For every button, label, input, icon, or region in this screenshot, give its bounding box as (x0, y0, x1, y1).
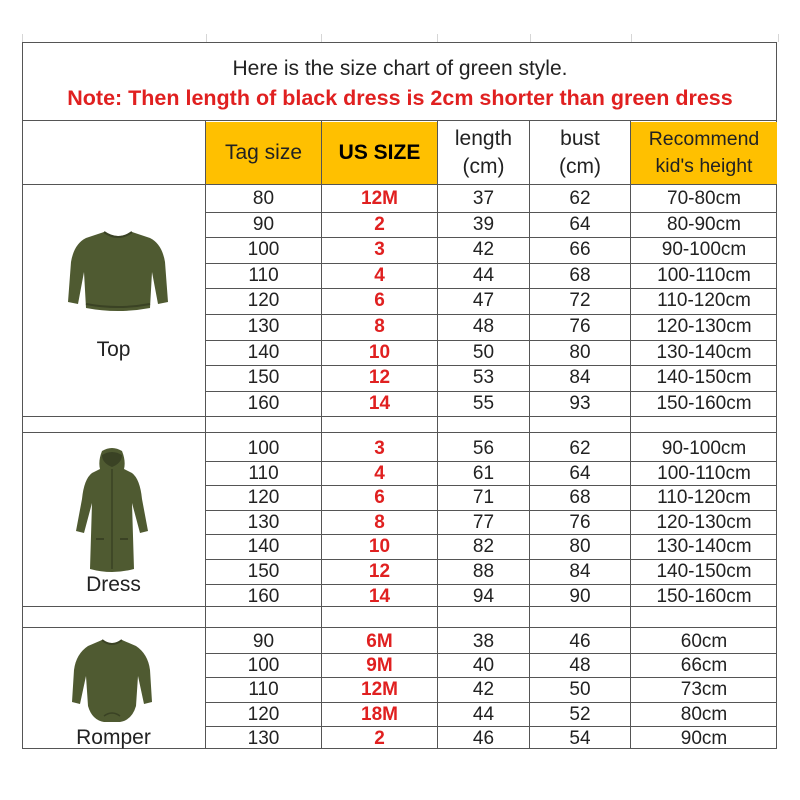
column-divider (529, 120, 530, 749)
chart-note: Note: Then length of black dress is 2cm shorter than green dress (67, 86, 733, 110)
cell-length: 44 (472, 703, 495, 725)
row-divider (206, 314, 777, 315)
cell-kid-height: 80-90cm (667, 213, 741, 235)
cell-tag-size: 80 (252, 188, 275, 209)
header-length (438, 122, 529, 184)
cell-bust: 52 (569, 703, 591, 725)
cell-bust: 48 (569, 655, 591, 677)
cell-length: 61 (472, 462, 495, 484)
cell-length: 55 (472, 392, 495, 414)
cell-bust: 46 (569, 631, 591, 652)
cell-length: 94 (472, 585, 495, 607)
cell-length: 37 (472, 188, 495, 209)
cell-us-size: 6 (374, 290, 385, 312)
section-label-romper: Romper (76, 726, 151, 749)
cell-length: 42 (472, 239, 495, 261)
cell-tag-size: 90 (252, 213, 275, 235)
row-divider (206, 485, 777, 486)
cell-us-size: 2 (374, 213, 385, 235)
cell-length: 88 (472, 561, 495, 582)
cell-us-size: 10 (368, 536, 391, 558)
cell-length: 48 (472, 316, 495, 337)
row-divider (206, 534, 777, 535)
cell-kid-height: 150-160cm (656, 585, 752, 607)
header-length-line1: length (454, 127, 513, 150)
row-divider (206, 391, 777, 392)
cell-tag-size: 90 (252, 631, 275, 652)
cell-us-size: 12 (368, 367, 391, 389)
header-height-line2: kid's height (655, 155, 753, 177)
cell-us-size: 12 (368, 561, 391, 582)
row-divider (206, 288, 777, 289)
sweatshirt-icon (66, 228, 170, 316)
column-divider (205, 120, 206, 749)
cell-kid-height: 130-140cm (656, 341, 752, 363)
row-divider (206, 365, 777, 366)
cell-tag-size: 130 (247, 316, 280, 337)
cell-tag-size: 160 (247, 392, 280, 414)
cell-bust: 80 (569, 341, 591, 363)
cell-length: 71 (472, 487, 495, 509)
cell-us-size: 3 (374, 239, 385, 261)
cell-bust: 68 (569, 487, 591, 509)
cell-bust: 84 (569, 367, 591, 389)
header-bust-line1: bust (560, 127, 600, 150)
section-label-top: Top (96, 338, 131, 361)
cell-tag-size: 120 (247, 703, 280, 725)
header-top-border (22, 120, 777, 121)
cell-tag-size: 100 (247, 438, 280, 459)
cell-tag-size: 140 (247, 341, 280, 363)
header-us-size: US SIZE (322, 122, 437, 184)
cell-bust: 50 (569, 679, 591, 701)
cell-bust: 80 (569, 536, 591, 558)
cell-length: 44 (472, 264, 495, 286)
header-kid-height (631, 122, 777, 184)
row-divider (206, 340, 777, 341)
cell-length: 40 (472, 655, 495, 677)
cell-bust: 64 (569, 213, 591, 235)
cell-bust: 54 (569, 727, 591, 749)
row-divider (206, 653, 777, 654)
cell-tag-size: 160 (247, 585, 280, 607)
column-divider (321, 120, 322, 749)
cell-us-size: 14 (368, 392, 391, 414)
cell-kid-height: 120-130cm (656, 316, 752, 337)
cell-length: 46 (472, 727, 495, 749)
cell-tag-size: 150 (247, 367, 280, 389)
cell-us-size: 14 (368, 585, 391, 607)
cell-tag-size: 150 (247, 561, 280, 582)
cell-kid-height: 110-120cm (657, 290, 751, 312)
cell-us-size: 4 (374, 264, 385, 286)
cell-bust: 76 (569, 316, 591, 337)
cell-kid-height: 66cm (680, 655, 728, 677)
section-separator (22, 606, 777, 607)
row-divider (206, 461, 777, 462)
row-divider (206, 702, 777, 703)
row-divider (206, 212, 777, 213)
cell-tag-size: 130 (247, 727, 280, 749)
cell-kid-height: 120-130cm (656, 511, 752, 533)
cell-length: 77 (472, 511, 495, 533)
cell-tag-size: 110 (248, 462, 279, 484)
cell-bust: 66 (569, 239, 591, 261)
cell-us-size: 6M (366, 631, 393, 652)
cell-us-size: 8 (374, 316, 385, 337)
cell-tag-size: 120 (247, 487, 280, 509)
cell-us-size: 8 (374, 511, 385, 533)
cell-kid-height: 130-140cm (656, 536, 752, 558)
cell-tag-size: 120 (247, 290, 280, 312)
header-bust (530, 122, 630, 184)
cell-length: 82 (472, 536, 495, 558)
cell-bust: 93 (569, 392, 591, 414)
cell-us-size: 10 (368, 341, 391, 363)
header-bottom-border (22, 184, 777, 185)
cell-us-size: 12M (361, 679, 398, 701)
row-divider (206, 584, 777, 585)
cell-bust: 64 (569, 462, 591, 484)
cell-kid-height: 110-120cm (657, 487, 751, 509)
cell-length: 50 (472, 341, 495, 363)
cell-kid-height: 80cm (680, 703, 728, 725)
cell-tag-size: 140 (247, 536, 280, 558)
romper-icon (70, 636, 154, 724)
cell-bust: 90 (569, 585, 591, 607)
cell-us-size: 2 (374, 727, 385, 749)
cell-length: 42 (472, 679, 495, 701)
row-divider (206, 559, 777, 560)
header-tag-size: Tag size (206, 122, 321, 184)
cell-kid-height: 60cm (680, 631, 728, 652)
cell-kid-height: 100-110cm (657, 264, 751, 286)
cell-bust: 72 (569, 290, 591, 312)
hooded-dress-icon (72, 447, 152, 575)
row-divider (206, 726, 777, 727)
column-divider (437, 120, 438, 749)
row-divider (206, 510, 777, 511)
cell-bust: 68 (569, 264, 591, 286)
row-divider (206, 263, 777, 264)
cell-length: 53 (472, 367, 495, 389)
cell-kid-height: 70-80cm (667, 188, 741, 209)
cell-bust: 62 (569, 438, 591, 459)
header-height-line1: Recommend (648, 128, 760, 150)
cell-us-size: 3 (374, 438, 385, 459)
cell-kid-height: 140-150cm (656, 367, 752, 389)
cell-length: 47 (472, 290, 495, 312)
chart-title: Here is the size chart of green style. (232, 57, 568, 80)
section-label-dress: Dress (86, 573, 141, 596)
cell-kid-height: 140-150cm (656, 561, 752, 582)
cell-bust: 76 (569, 511, 591, 533)
cell-us-size: 12M (361, 188, 398, 209)
cell-kid-height: 90-100cm (661, 438, 747, 459)
cell-tag-size: 110 (248, 679, 279, 701)
cell-us-size: 6 (374, 487, 385, 509)
cell-length: 38 (472, 631, 495, 652)
cell-kid-height: 100-110cm (657, 462, 751, 484)
cell-tag-size: 110 (248, 264, 279, 286)
section-separator (22, 416, 777, 417)
cell-kid-height: 90cm (680, 727, 728, 749)
cell-us-size: 9M (366, 655, 393, 677)
section-separator (22, 627, 777, 628)
cell-tag-size: 100 (247, 655, 280, 677)
cell-length: 39 (472, 213, 495, 235)
cell-us-size: 4 (374, 462, 385, 484)
cell-kid-height: 90-100cm (661, 239, 747, 261)
cell-bust: 84 (569, 561, 591, 582)
header-length-line2: (cm) (462, 155, 505, 178)
cell-tag-size: 100 (247, 239, 280, 261)
row-divider (206, 677, 777, 678)
cell-kid-height: 150-160cm (656, 392, 752, 414)
row-divider (206, 237, 777, 238)
column-divider (630, 120, 631, 749)
cell-bust: 62 (569, 188, 591, 209)
cell-length: 56 (472, 438, 495, 459)
cell-tag-size: 130 (247, 511, 280, 533)
cell-kid-height: 73cm (680, 679, 728, 701)
header-bust-line2: (cm) (559, 155, 601, 178)
spreadsheet-gridlines (22, 34, 779, 42)
cell-us-size: 18M (361, 703, 398, 725)
section-separator (22, 432, 777, 433)
